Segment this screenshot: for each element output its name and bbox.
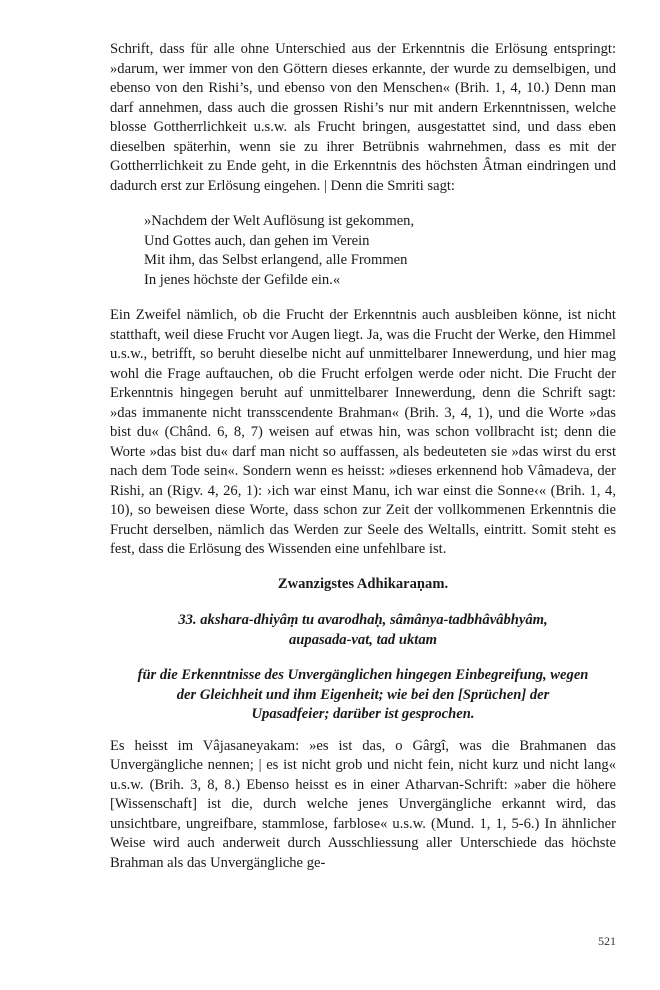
verse-line: Mit ihm, das Selbst erlangend, alle Frommen: [144, 252, 408, 268]
paragraph-2: Ein Zweifel nämlich, ob die Frucht der Erkenntnis auch ausbleiben könne, ist nicht statthaft, weil diese Frucht vor Augen liegt. Ja, was die Frucht der Werke, den Himmel u.s.w., betrifft, so beruht dieselbe nicht auf unmittelbarer Innewerdung, und hier mag wohl die Frage auftauchen, ob die Frucht erfolgen werde oder nicht. Die Frucht der Erkenntnis hingegen beruht auf unmittelbarer Innewerdung, denn die Schrift sagt: »das immanente nicht transscendente Brahman« (Brih. 3, 4, 1), und die Worte »das bist du« (Chând. 6, 8, 7) weisen auf etwas hin, was schon vollbracht ist; denn die Worte »das bist du« darf man nicht so auffassen, als bedeuteten sie »das wirst du erst nach dem Tode sein«. Sondern wenn es heisst: »dieses erkennend hob Vâmadeva, der Rishi, an (Rigv. 4, 26, 1): ›ich war einst Manu, ich war einst die Sonne‹« (Brih. 1, 4, 10), so beweisen diese Worte, dass schon zur Zeit der vollkommenen Erkenntnis die Frucht derselben, nämlich das Werden zur Seele des Weltalls, eintritt. Somit steht es fest, dass die Erlösung des Wissenden eine unfehlbare ist.: [110, 307, 616, 557]
sutra-line: 33. akshara-dhiyâṃ tu avarodhaḥ, sâmânya-tadbhâvâbhyâm,: [178, 612, 548, 628]
translation-line: der Gleichheit und ihm Eigenheit; wie bei den [Sprüchen] der: [176, 686, 550, 703]
sutra-translation: [110, 666, 616, 725]
translation-line: für die Erkenntnisse des Unvergänglichen hingegen Einbegreifung, wegen: [137, 667, 589, 683]
verse-line: »Nachdem der Welt Auflösung ist gekommen,: [144, 213, 415, 229]
verse-line: Und Gottes auch, dan gehen im Verein: [144, 232, 370, 249]
paragraph-3: Es heisst im Vâjasaneyakam: »es ist das, o Gârgî, was die Brahmanen das Unvergängliche nennen; | es ist nicht grob und nicht fein, nicht kurz und nicht lang« u.s.w. (Brih. 3, 8, 8.) Ebenso heisst es in einer Atharvan-Schrift: »aber die höhere [Wissenschaft] ist die, durch welche jenes Unvergängliche erkannt wird, das unsichtbare, ungreifbare, stammlose, farblose« u.s.w. (Mund. 1, 1, 5-6.) In ähnlicher Weise wird auch anderweit durch Ausschliessung aller Unterschiede das höchste Brahman als das Unvergängliche ge-: [110, 737, 616, 871]
sutra-text: [110, 611, 616, 650]
verse-quotation: [144, 212, 616, 290]
page-body: [110, 40, 616, 873]
page-number: 521: [598, 934, 616, 948]
sutra-line: aupasada-vat, tad uktam: [289, 631, 437, 648]
section-heading: Zwanzigstes Adhikaraṇam.: [277, 575, 449, 592]
translation-line: Upasadfeier; darüber ist gesprochen.: [251, 706, 475, 722]
paragraph-1: Schrift, dass für alle ohne Unterschied aus der Erkenntnis die Erlösung entspringt: »darum, wer immer von den Göttern dieses erkannte, der wurde zu demselbigen, und ebenso von den Rishi’s, und ebenso von den Menschen« (Brih. 1, 4, 10.) Denn man darf annehmen, dass auch die grossen Rishi’s nur mit andern Erkenntnissen, welche blosse Gottherrlichkeit u.s.w. als Frucht bringen, ausgestattet sind, und dass eben dieselben späterhin, wenn sie zu ihrer Betrübnis wahrnehmen, dass es mit der Gottherrlichkeit zu Ende geht, in die Erkenntnis des höchsten Âtman eindringen und dadurch erst zur Erlösung eingehen. | Denn die Smriti sagt:: [110, 41, 616, 194]
verse-line: In jenes höchste der Gefilde ein.«: [144, 271, 341, 288]
